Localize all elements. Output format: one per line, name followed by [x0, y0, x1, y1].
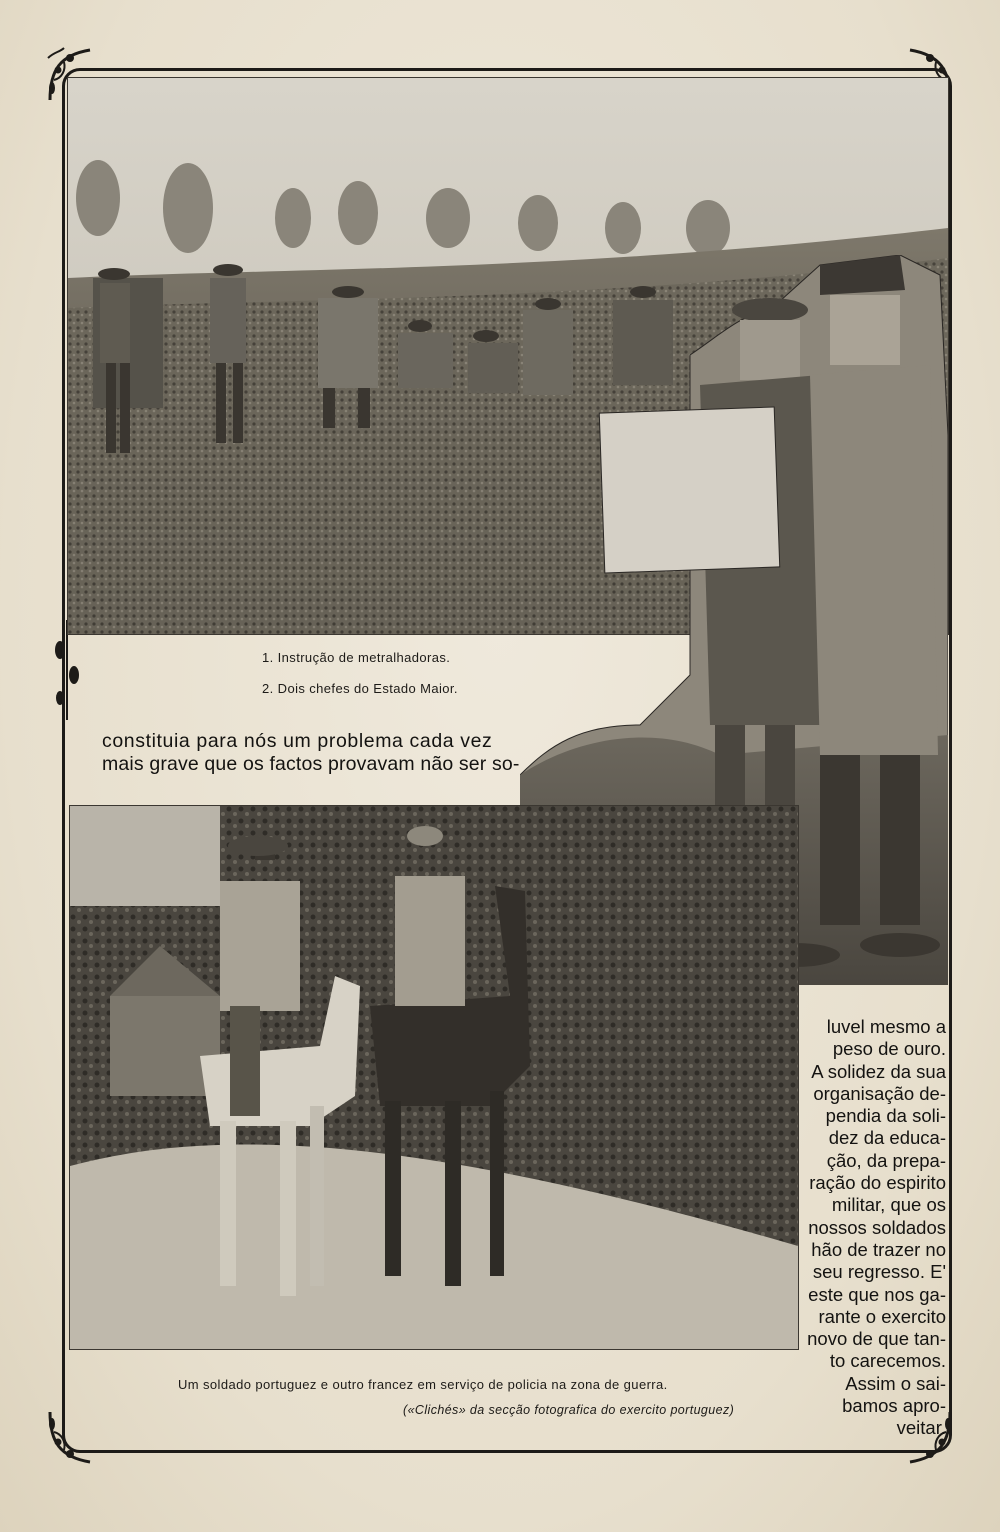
corner-ornament-icon [40, 1402, 110, 1472]
body-column-line: militar, que os [831, 1194, 946, 1216]
body-column-line: pendia da soli- [825, 1105, 946, 1127]
caption-photo-2: 2. Dois chefes do Estado Maior. [262, 681, 458, 696]
caption-photo-3: Um soldado portuguez e outro francez em serviço de policia na zona de guerra. [178, 1377, 668, 1392]
body-column-line: bamos apro- [842, 1395, 946, 1417]
body-column-line: luvel mesmo a [826, 1016, 946, 1037]
caption-photo-1: 1. Instrução de metralhadoras. [262, 650, 451, 665]
body-column-line: organisação de- [813, 1082, 946, 1104]
body-column-line: rante o exercito [818, 1305, 946, 1327]
body-column-line: ção, da prepa- [826, 1149, 946, 1171]
body-column-line: hão de trazer no [811, 1238, 946, 1260]
body-column-line: ração do espirito [809, 1172, 946, 1194]
body-column-line: nossos soldados [808, 1216, 946, 1238]
body-column-line: seu regresso. E' [812, 1261, 946, 1283]
body-column-line: A solidez da sua [811, 1060, 946, 1082]
body-column-line: dez da educa- [828, 1127, 946, 1149]
body-text-line: constituia para nós um problema cada vez [102, 730, 493, 752]
body-column-line: Assim o sai- [845, 1372, 946, 1394]
body-text-column [802, 1016, 952, 1440]
side-ornament-icon [50, 620, 84, 720]
body-column-line: veitar. [896, 1417, 946, 1439]
body-column-line: novo de que tan- [807, 1328, 946, 1350]
body-column-line: peso de ouro. [832, 1038, 946, 1060]
photo-mounted-soldiers [70, 806, 798, 1349]
body-column-line: to carecemos. [829, 1350, 946, 1372]
photo-credit: («Clichés» da secção fotografica do exercito portuguez) [403, 1403, 735, 1417]
body-column-line: este que nos ga- [808, 1283, 946, 1305]
body-text-line: mais grave que os factos provavam não ser so- [102, 753, 520, 775]
